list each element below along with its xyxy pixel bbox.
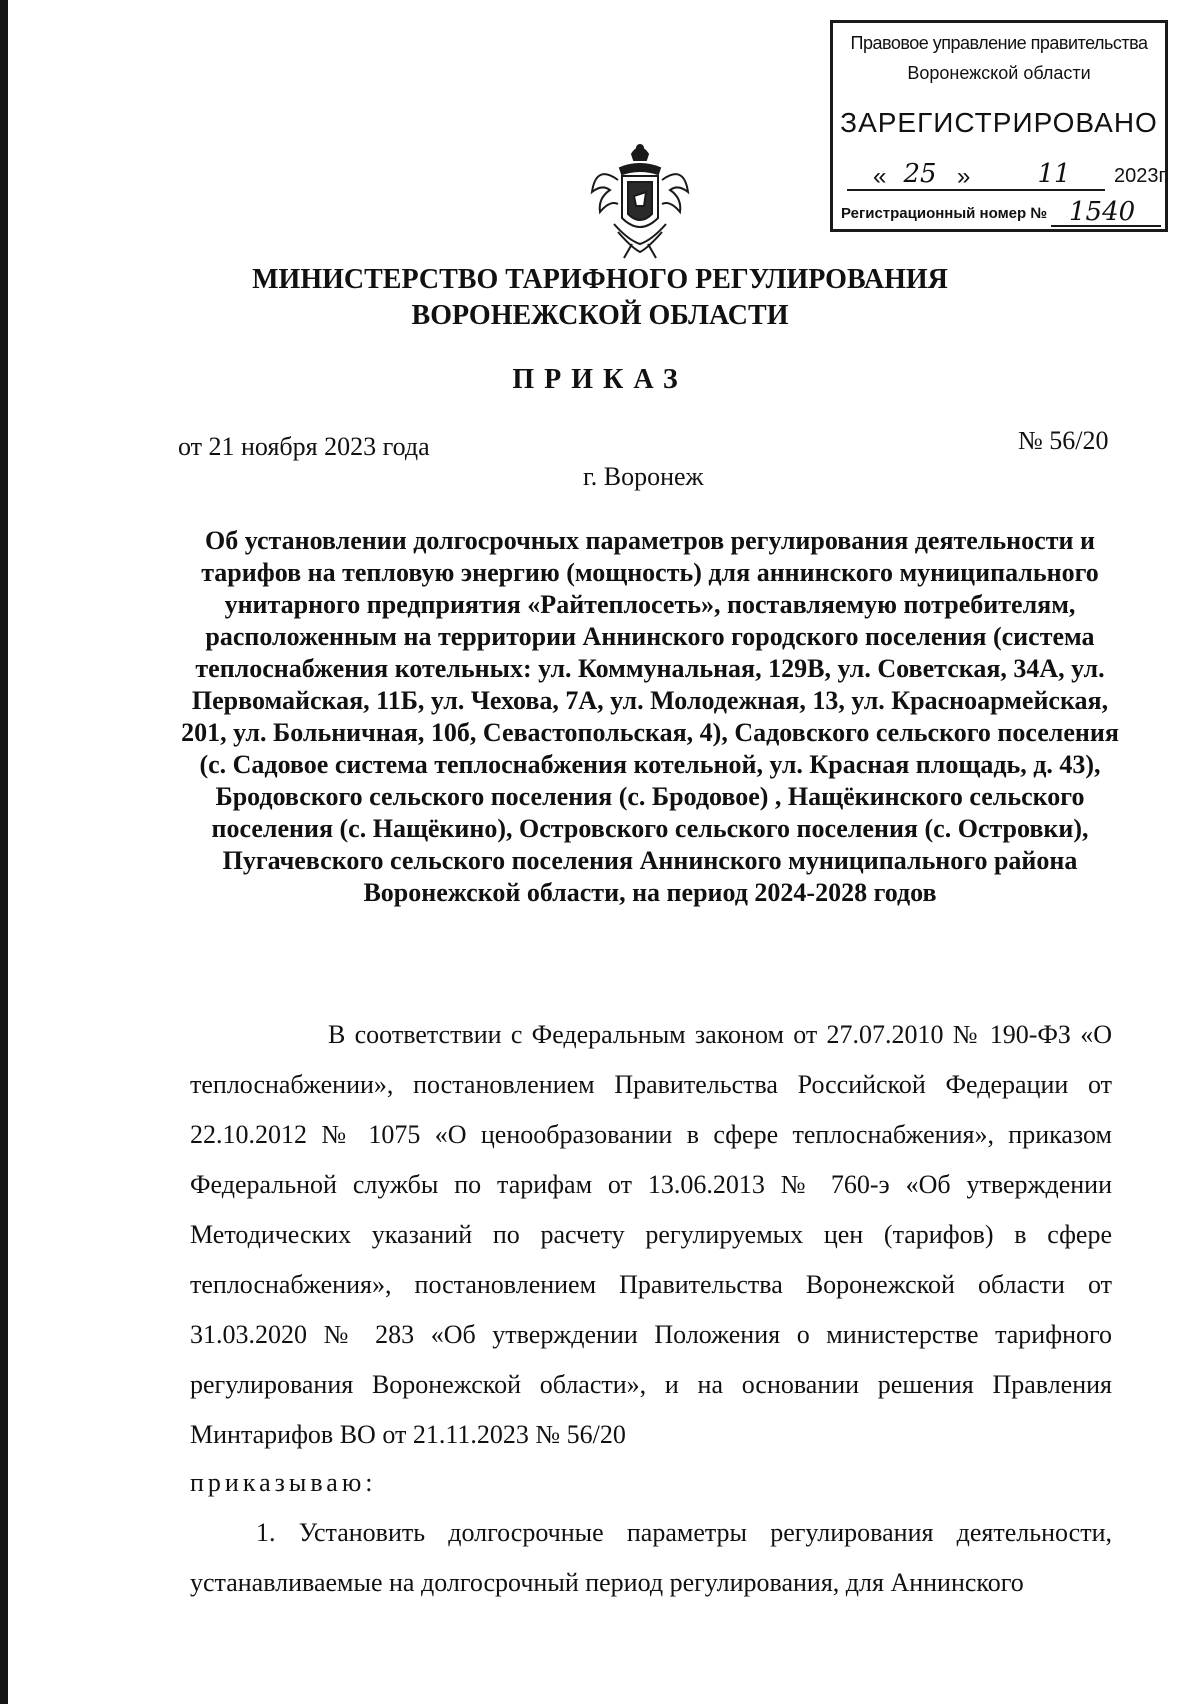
stamp-quote-open: « [873, 163, 887, 190]
order-item-1: 1. Установить долгосрочные параметры регулирования деятельности, устанавливаемые на долгосрочный период регулирования, для Аннинского [190, 1518, 1112, 1597]
order-subject: Об установлении долгосрочных параметров регулирования деятельности и тарифов на тепловую энергию (мощность) для аннинского муниципального унитарного предприятия «Райтеплосеть», поставляемую потребителям, расположенным на территории Аннинского городского поселения (система теплоснабжения котельных: ул. Коммунальная, 129В, ул. Советская, 34А, ул. Первомайская, 11Б, ул. Чехова, 7А, ул. Молодежная, 13, ул. Красноармейская, 201, ул. Больничная, 10б, Севастопольская, 4), Садовского сельского поселения (с. Садовое система теплоснабжения котельной, ул. Красная площадь, д. 43), Бродовского сельского поселения (с. Бродовое) , Нащёкинского сельского поселения (с. Нащёкино), Островского сельского поселения (с. Островки), Пугачевского сельского поселения Аннинского муниципального района Воронежской области, на период 2024-2028 годов [181, 526, 1119, 907]
stamp-date-underline [847, 189, 1105, 191]
stamp-authority-line1: Правовое управление правительства [850, 33, 1148, 53]
order-date: от 21 ноября 2023 года [178, 432, 430, 461]
ministry-title-line2: ВОРОНЕЖСКОЙ ОБЛАСТИ [411, 300, 789, 331]
ministry-title-line1: МИНИСТЕРСТВО ТАРИФНОГО РЕГУЛИРОВАНИЯ [252, 264, 948, 295]
order-number: № 56/20 [1018, 426, 1109, 455]
stamp-month: 11 [1037, 159, 1071, 189]
stamp-reg-underline [1051, 225, 1161, 227]
stamp-registration-row [841, 199, 1165, 229]
stamp-authority-line2: Воронежской области [907, 63, 1091, 83]
stamp-quote-close: » [957, 163, 971, 190]
order-city: г. Воронеж [583, 462, 704, 491]
stamp-registered: ЗАРЕГИСТРИРОВАНО [840, 107, 1158, 138]
order-word: приказываю: [190, 1468, 377, 1497]
document-type: ПРИКАЗ [512, 364, 688, 395]
scan-edge [0, 0, 8, 1704]
stamp-year: 2023г. [1114, 165, 1169, 187]
registration-stamp [830, 20, 1168, 232]
coat-of-arms-icon [588, 140, 692, 260]
stamp-reg-label: Регистрационный номер № [841, 205, 1048, 222]
stamp-day: 25 [903, 159, 937, 189]
stamp-reg-number: 1540 [1069, 197, 1136, 227]
preamble-paragraph: В соответствии с Федеральным законом от 27.07.2010 № 190-ФЗ «О теплоснабжении», постановлением Правительства Российской Федерации от 22.10.2012 № 1075 «О ценообразовании в сфере теплоснабжения», приказом Федеральной службы по тарифам от 13.06.2013 № 760-э «Об утверждении Методических указаний по расчету регулируемых цен (тарифов) в сфере теплоснабжения», постановлением Правительства Воронежской области от 31.03.2020 № 283 «Об утверждении Положения о министерстве тарифного регулирования Воронежской области», и на основании решения Правления Минтарифов ВО от 21.11.2023 № 56/20 [190, 1020, 1112, 1449]
